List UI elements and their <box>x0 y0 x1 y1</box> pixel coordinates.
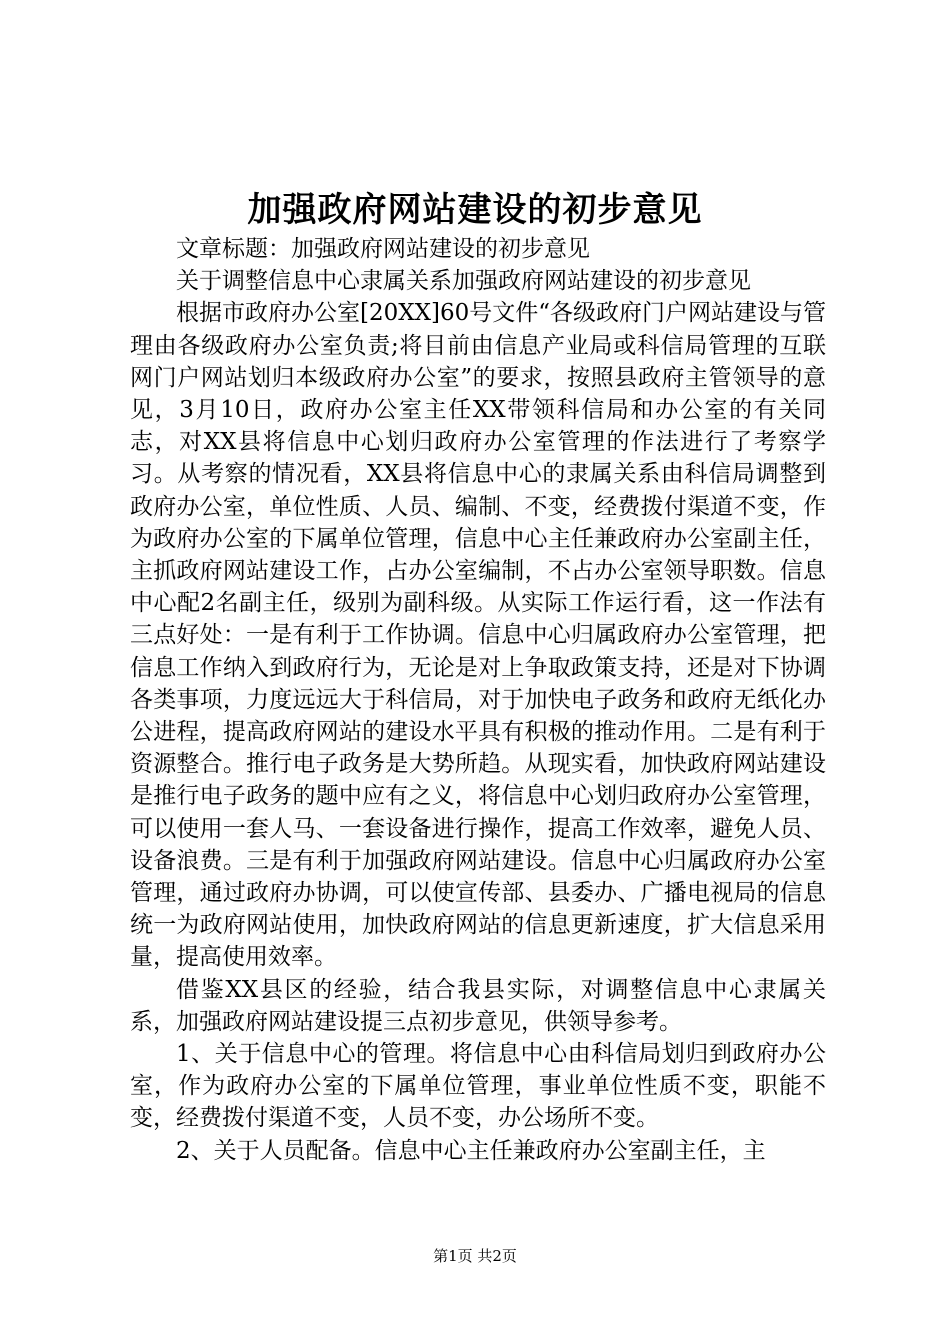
paragraph-item-2: 2、关于人员配备。信息中心主任兼政府办公室副主任，主 <box>176 1137 766 1164</box>
document-title: 加强政府网站建设的初步意见 <box>247 190 703 230</box>
page-footer: 第1页 共2页 <box>433 1247 517 1265</box>
paragraph-main: 根据市政府办公室[20XX]60号文件“各级政府门户网站建设与管理由各级政府办公室负责;将目前由信息产业局或科信局管理的互联网门户网站划归本级政府办公室”的要求，按照县政府主管领导的意见，3月10日，政府办公室主任XX带领科信局和办公室的有关同志，对XX县将信息中心划归政府办公室管理的作法进行了考察学习。从考察的情况看，XX县将信息中心的隶属关系由科信局调整到政府办公室，单位性质、人员、编制、不变，经费拨付渠道不变，作为政府办公室的下属单位管理，信息中心主任兼政府办公室副主任，主抓政府网站建设工作，占办公室编制，不占办公室领导职数。信息中心配2名副主任，级别为副科级。从实际工作运行看，这一作法有三点好处：一是有利于工作协调。信息中心归属政府办公室管理，把信息工作纳入到政府行为，无论是对上争取政策支持，还是对下协调各类事项，力度远远大于科信局，对于加快电子政务和政府无纸化办公进程，提高政府网站的建设水平具有积极的推动作用。二是有利于资源整合。推行电子政务是大势所趋。从现实看，加快政府网站建设是推行电子政务的题中应有之义，将信息中心划归政府办公室管理，可以使用一套人马、一套设备进行操作，提高工作效率，避免人员、设备浪费。三是有利于加强政府网站建设。信息中心归属政府办公室管理，通过政府办协调，可以使宣传部、县委办、广播电视局的信息统一为政府网站使用，加快政府网站的信息更新速度，扩大信息采用量，提高使用效率。 <box>130 300 826 971</box>
paragraph-item-1: 1、关于信息中心的管理。将信息中心由科信局划归到政府办公室，作为政府办公室的下属单位管理，事业单位性质不变，职能不变，经费拨付渠道不变，人员不变，办公场所不变。 <box>130 1041 826 1132</box>
paragraph-subtitle: 关于调整信息中心隶属关系加强政府网站建设的初步意见 <box>176 268 751 295</box>
document-body <box>130 233 826 1167</box>
paragraph-reference: 借鉴XX县区的经验，结合我县实际，对调整信息中心隶属关系，加强政府网站建设提三点初步意见，供领导参考。 <box>130 976 826 1035</box>
paragraph-article-title: 文章标题：加强政府网站建设的初步意见 <box>176 236 590 262</box>
